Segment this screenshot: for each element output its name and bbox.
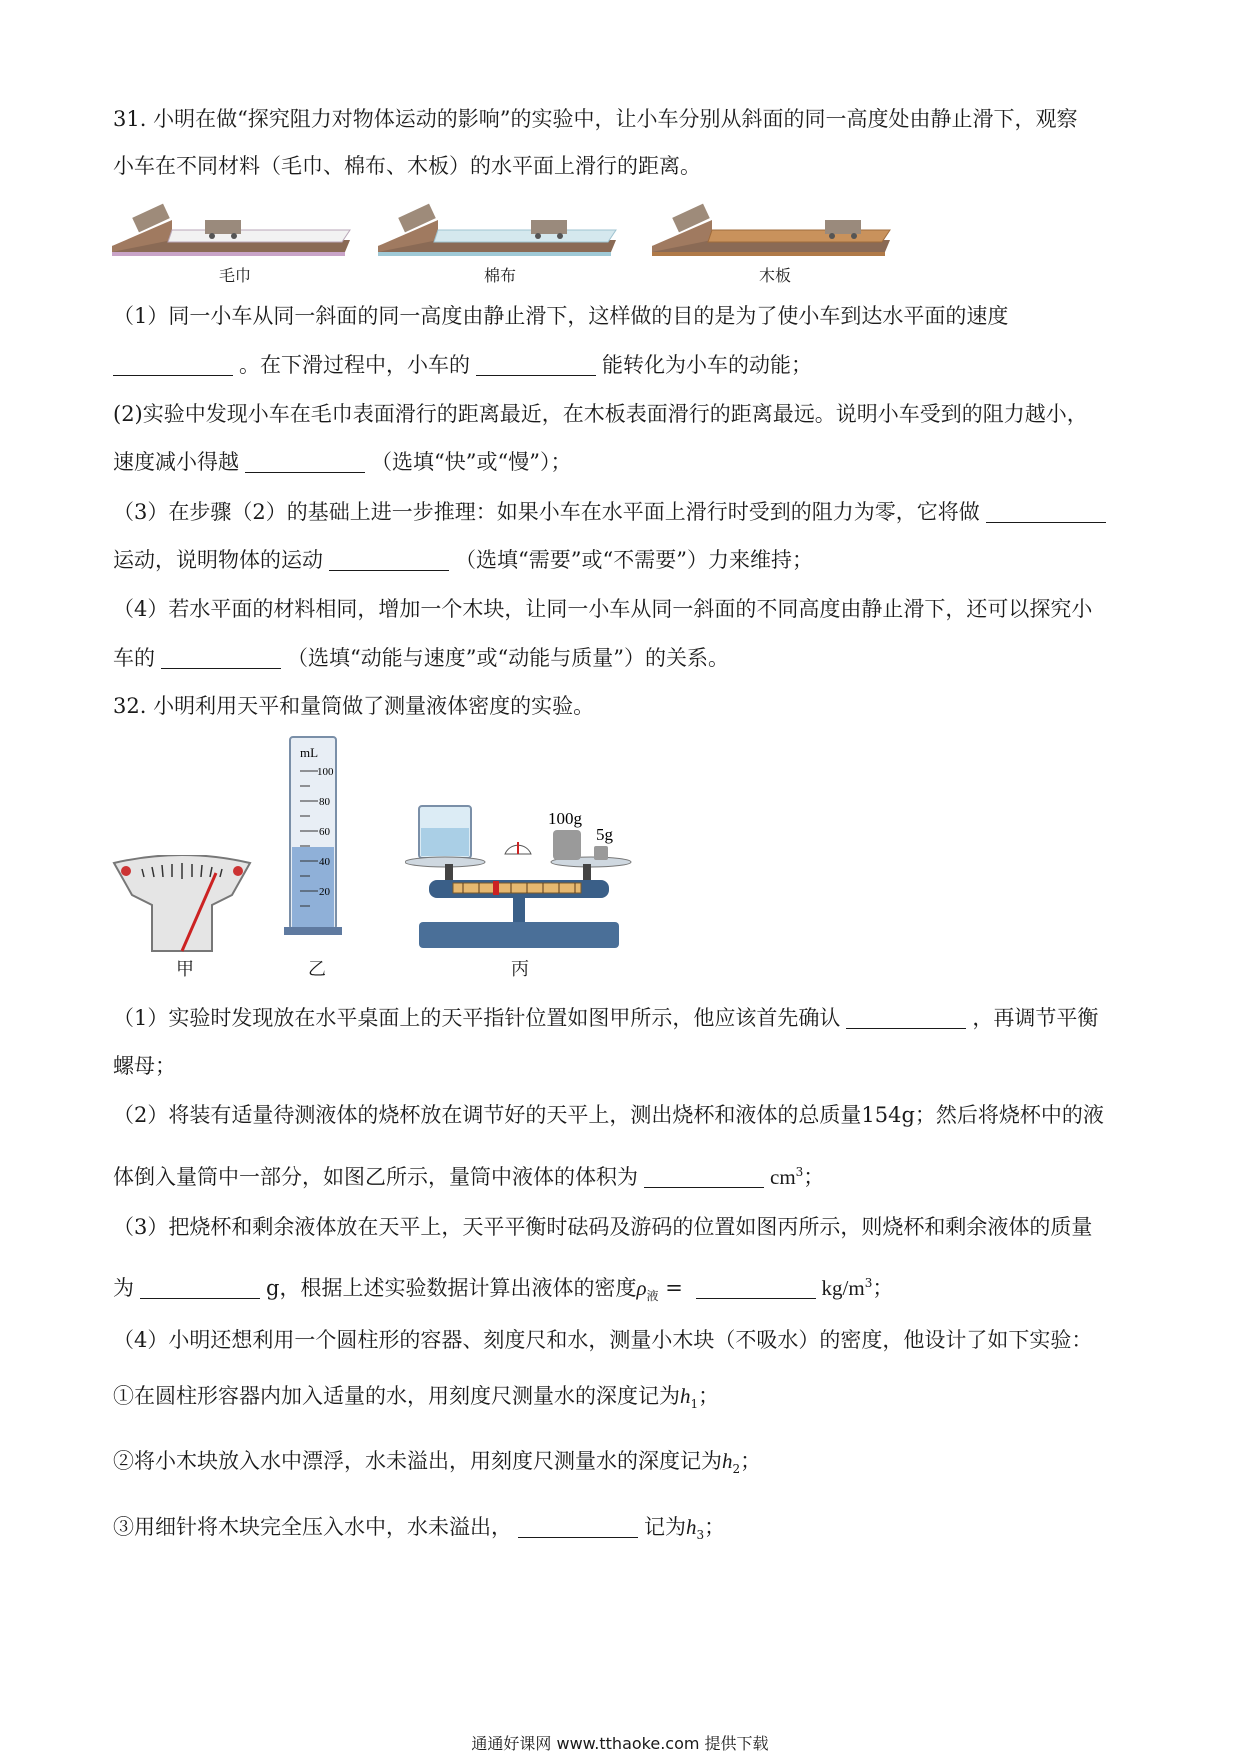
q31-part2-line2: 速度减小得越 （选填“快”或“慢”）； (113, 450, 572, 474)
q32-part3-line2: 为 g，根据上述实验数据计算出液体的密度$\rho_液 = kg/m^3$； (113, 1276, 894, 1304)
caption-cotton: 棉布 (483, 266, 516, 285)
answer-blank[interactable] (245, 450, 365, 473)
answer-blank[interactable] (140, 1276, 260, 1299)
caption-bing: 丙 (511, 959, 529, 980)
caption-jia: 甲 (176, 959, 194, 980)
answer-blank[interactable] (113, 353, 233, 376)
weight-5g-label: 5g (596, 825, 613, 844)
q31-stem-line2: 小车在不同材料（毛巾、棉布、木板）的水平面上滑行的距离。 (113, 154, 701, 178)
q32-step3: ③用细针将木块完全压入水中，水未溢出， 记为$h_3$； (113, 1515, 726, 1543)
answer-blank[interactable] (846, 1006, 966, 1029)
ramp-cotton-figure (378, 204, 616, 256)
q32-part4-line: （4）小明还想利用一个圆柱形的容器、刻度尺和水，测量小木块（不吸水）的密度，他设计了如下实验： (113, 1328, 1093, 1352)
cylinder-tick-label: 100 (317, 766, 334, 778)
answer-blank[interactable] (329, 548, 449, 571)
answer-blank[interactable] (518, 1515, 638, 1538)
q32-part1-line1: （1）实验时发现放在水平桌面上的天平指针位置如图甲所示，他应该首先确认 ，再调节平衡 (113, 1006, 1099, 1030)
balance-scale-figure (405, 800, 635, 955)
q32-step1: ①在圆柱形容器内加入适量的水，用刻度尺测量水的深度记为$h_1$； (113, 1384, 720, 1412)
answer-blank[interactable] (476, 353, 596, 376)
ramp-towel-figure (112, 204, 350, 256)
q32-part2-line2: 体倒入量筒中一部分，如图乙所示，量筒中液体的体积为 $cm^3$； (113, 1165, 825, 1189)
q31-stem-line1: 31. 小明在做“探究阻力对物体运动的影响”的实验中，让小车分别从斜面的同一高度处由静止滑下，观察 (113, 107, 1078, 131)
q31-part3-line1: （3）在步骤（2）的基础上进一步推理：如果小车在水平面上滑行时受到的阻力为零，它将做 (113, 497, 1112, 527)
answer-blank[interactable] (696, 1276, 816, 1299)
caption-board: 木板 (758, 266, 791, 285)
rho-symbol: ρ (636, 1276, 647, 1300)
answer-blank[interactable] (644, 1165, 764, 1188)
q32-part1-line2: 螺母； (113, 1054, 176, 1078)
q32-part2-line1: （2）将装有适量待测液体的烧杯放在调节好的天平上，测出烧杯和液体的总质量154g；然后将烧杯中的液 (113, 1103, 1104, 1127)
answer-blank[interactable] (986, 500, 1106, 523)
q31-part1-line1: （1）同一小车从同一斜面的同一高度由静止滑下，这样做的目的是为了使小车到达水平面的速度 (113, 304, 1009, 328)
weight-100g-label: 100g (548, 809, 582, 828)
q32-stem: 32. 小明利用天平和量筒做了测量液体密度的实验。 (113, 694, 595, 718)
cylinder-tick-label: 60 (319, 826, 330, 838)
q31-part4-line1: （4）若水平面的材料相同，增加一个木块，让同一小车从同一斜面的不同高度由静止滑下，还可以探究小 (113, 597, 1093, 621)
cylinder-tick-label: 20 (319, 886, 330, 898)
q31-part4-line2: 车的 （选填“动能与速度”或“动能与质量”）的关系。 (113, 646, 729, 670)
ramp-board-figure (652, 204, 890, 256)
caption-towel: 毛巾 (218, 266, 251, 285)
q32-part3-line1: （3）把烧杯和剩余液体放在天平上，天平平衡时砝码及游码的位置如图丙所示，则烧杯和剩余液体的质量 (113, 1215, 1093, 1239)
page-footer: 通通好课网 www.tthaoke.com 提供下载 (471, 1734, 769, 1753)
measuring-cylinder-figure (284, 735, 344, 940)
answer-blank[interactable] (161, 646, 281, 669)
q32-step2: ②将小木块放入水中漂浮，水未溢出，用刻度尺测量水的深度记为$h_2$； (113, 1449, 762, 1477)
caption-yi: 乙 (308, 959, 326, 980)
balance-pointer-figure (112, 855, 252, 955)
ramp-figures (110, 198, 910, 260)
q31-part2-line1: (2)实验中发现小车在毛巾表面滑行的距离最近，在木板表面滑行的距离最远。说明小车受到的阻力越小， (113, 402, 1088, 426)
q31-part3-line2: 运动，说明物体的运动 （选填“需要”或“不需要”）力来维持； (113, 548, 813, 572)
q31-part1-line2: 。在下滑过程中，小车的 能转化为小车的动能； (113, 350, 812, 380)
cylinder-tick-label: 80 (319, 796, 330, 808)
cylinder-tick-label: 40 (319, 856, 330, 868)
cylinder-unit: mL (300, 745, 319, 760)
